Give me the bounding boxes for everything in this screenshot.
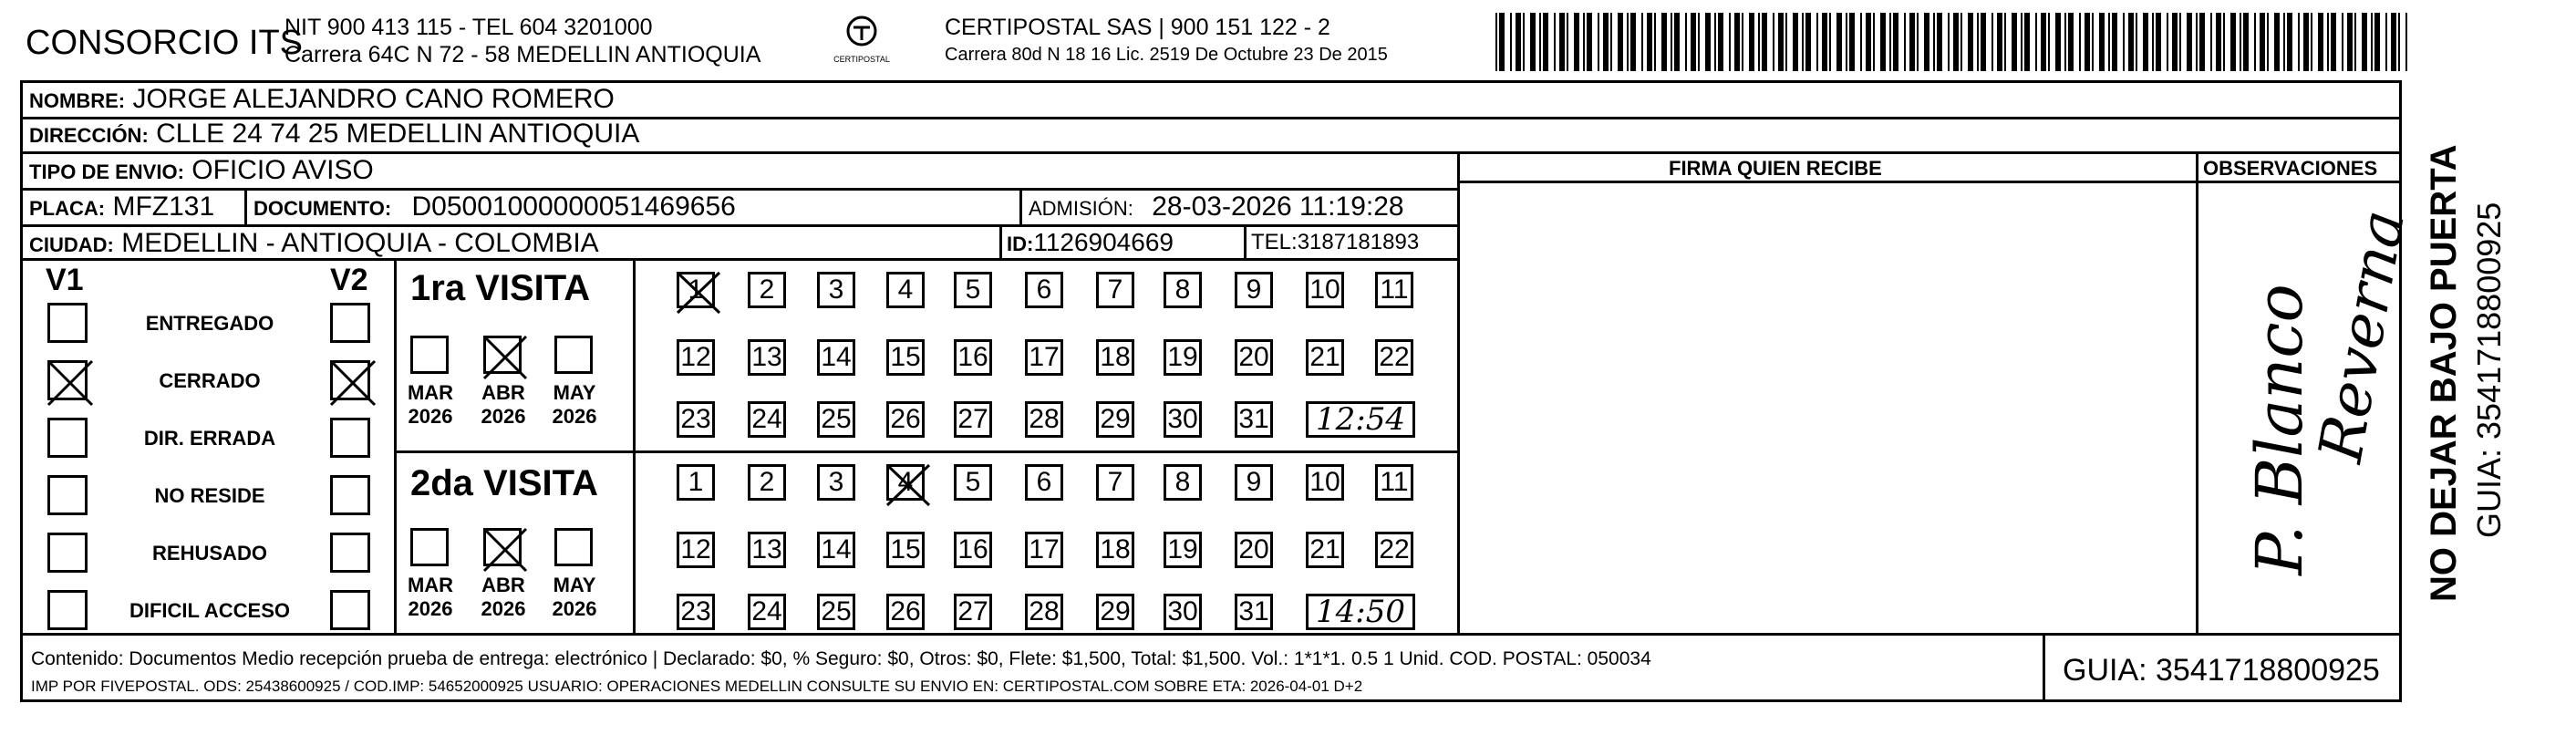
city-value: MEDELLIN - ANTIOQUIA - COLOMBIA	[121, 228, 599, 258]
barcode-bar	[2068, 13, 2074, 71]
visit-day-cell[interactable]: 19	[1164, 532, 1202, 568]
visit-month-label: MAR	[407, 574, 454, 596]
barcode-bar	[1836, 13, 1842, 71]
barcode-bar	[1785, 13, 1787, 71]
visit-day-cell[interactable]: 30	[1164, 594, 1202, 630]
barcode-bar	[1729, 13, 1731, 71]
id-row	[1007, 230, 1174, 255]
tel-label: TEL:	[1251, 230, 1298, 254]
barcode-bar	[1802, 13, 1804, 71]
visit-day-cell[interactable]: 2	[748, 272, 786, 308]
check-mark-icon	[482, 335, 528, 380]
barcode-bar	[2254, 13, 2256, 71]
barcode-bar	[2179, 13, 2181, 71]
barcode-bar	[1685, 13, 1687, 71]
visit-day-cell[interactable]: 13	[748, 339, 786, 376]
barcode-bar	[2136, 13, 2137, 71]
plate-row	[29, 193, 214, 221]
company-nit: NIT 900 413 115 - TEL 604 3201000	[284, 15, 653, 40]
barcode-bar	[1610, 13, 1612, 71]
visit-day-cell[interactable]: 31	[1235, 401, 1273, 438]
barcode-bar	[2112, 13, 2117, 71]
certipostal-logo-icon	[821, 13, 903, 67]
visit-time-box[interactable]	[1306, 594, 1415, 630]
visit-1-title: 1ra VISITA	[410, 268, 591, 308]
status-v1-checkbox[interactable]	[47, 533, 88, 573]
address-label: DIRECCIÓN:	[29, 124, 149, 147]
visit-month-checkbox[interactable]	[410, 336, 449, 374]
barcode-bar	[2123, 13, 2125, 71]
visit-day-cell[interactable]: 17	[1025, 532, 1063, 568]
barcode-bar	[1671, 13, 1672, 71]
type-row	[29, 157, 374, 184]
barcode-bar	[1495, 13, 1497, 71]
barcode-bar	[1510, 13, 1512, 71]
admission-label: ADMISIÓN:	[1029, 197, 1133, 220]
status-v1-checkbox[interactable]	[47, 360, 88, 400]
visit-day-cell[interactable]: 11	[1375, 464, 1413, 501]
barcode-bar	[1968, 13, 1973, 71]
status-v1-checkbox[interactable]	[47, 418, 88, 458]
barcode-bar	[1893, 13, 1898, 71]
barcode-bar	[1530, 13, 1536, 71]
visit-day-cell[interactable]: 1	[677, 272, 715, 308]
barcode-bar	[2223, 13, 2225, 71]
admission-value: 28-03-2026 11:19:28	[1152, 192, 1404, 222]
visit-month-checkbox[interactable]	[483, 336, 522, 374]
barcode-bar	[1603, 13, 1609, 71]
barcode-bar	[2099, 13, 2105, 71]
barcode-bar	[2398, 13, 2400, 71]
city-label: CIUDAD:	[29, 233, 114, 256]
barcode-bar	[1948, 13, 1950, 71]
visit-month-checkbox[interactable]	[554, 336, 593, 374]
status-v2-checkbox[interactable]	[330, 533, 370, 573]
barcode-bar	[1917, 13, 1919, 71]
barcode-bar	[2260, 13, 2265, 71]
barcode-bar	[1499, 13, 1505, 71]
barcode-bar	[1539, 13, 1541, 71]
visit-month-checkbox[interactable]	[554, 528, 593, 566]
barcode-bar	[2303, 13, 2309, 71]
barcode-bar	[2210, 13, 2212, 71]
address-row	[29, 120, 639, 148]
id-label: ID:	[1007, 233, 1034, 255]
side-guide: GUIA: 3541718800925	[2470, 202, 2508, 538]
city-row	[29, 230, 599, 257]
logo-text: CERTIPOSTAL	[833, 55, 890, 64]
barcode-bar	[1698, 13, 1700, 71]
visit-day-cell[interactable]: 7	[1096, 464, 1134, 501]
document-label: DOCUMENTO:	[253, 197, 392, 220]
observations-handwriting-1: P. Blanco	[2242, 284, 2317, 575]
barcode-bar	[1889, 13, 1891, 71]
courier-line: CERTIPOSTAL SAS | 900 151 122 - 2	[945, 15, 1330, 40]
visit-month-checkbox[interactable]	[483, 528, 522, 566]
company-name: CONSORCIO ITS	[26, 24, 304, 62]
footer-content: Contenido: Documentos Medio recepción prueba de entrega: electrónico | Declarado: $0, % Seguro: $0, Otros: $0, Flete: $1,500, Total: $1,500. Vol.: 1*1*1. 0.5 1 Unid. COD. POSTAL: 050034	[31, 648, 1651, 669]
barcode-bar	[1718, 13, 1723, 71]
status-label: CERRADO	[159, 369, 261, 392]
barcode-bar	[2108, 13, 2110, 71]
visit-day-cell[interactable]: 4	[886, 464, 925, 501]
barcode-bar	[1909, 13, 1915, 71]
barcode-bar	[1587, 13, 1592, 71]
barcode-bar	[1661, 13, 1667, 71]
visit-day-cell[interactable]: 20	[1235, 532, 1273, 568]
barcode-bar	[2035, 13, 2037, 71]
barcode-bar	[1749, 13, 1754, 71]
visit-day-cell[interactable]: 3	[817, 272, 855, 308]
barcode-bar	[2287, 13, 2292, 71]
barcode-bar	[2347, 13, 2353, 71]
barcode-bar	[2283, 13, 2285, 71]
barcode-bar	[2240, 13, 2241, 71]
visit-day-cell[interactable]: 31	[1235, 594, 1273, 630]
visit-year-label: 2026	[481, 405, 526, 428]
barcode-bar	[2199, 13, 2205, 71]
visit-year-label: 2026	[481, 597, 526, 620]
visit-year-label: 2026	[552, 405, 597, 428]
visit-time-box[interactable]	[1306, 401, 1415, 438]
barcode-bar	[2230, 13, 2236, 71]
barcode-bar	[2342, 13, 2343, 71]
barcode-bar	[1793, 13, 1798, 71]
visit-day-cell[interactable]: 3	[817, 464, 855, 501]
barcode-bar	[1960, 13, 1962, 71]
barcode-bar	[1554, 13, 1556, 71]
barcode-bar	[2267, 13, 2269, 71]
visit-day-cell[interactable]: 1	[677, 464, 715, 501]
visit-day-cell[interactable]: 20	[1235, 339, 1273, 376]
check-mark-icon	[885, 463, 931, 507]
visit-day-cell[interactable]: 27	[954, 401, 992, 438]
barcode-bar	[2167, 13, 2168, 71]
barcode-bar	[2298, 13, 2300, 71]
barcode-bar	[1630, 13, 1636, 71]
barcode-bar	[2012, 13, 2017, 71]
visit-month-label: ABR	[481, 381, 525, 404]
visit-day-cell[interactable]: 16	[954, 532, 992, 568]
barcode-bar	[2041, 13, 2046, 71]
signature-area	[1460, 183, 2195, 632]
visit-day-cell[interactable]: 26	[886, 401, 925, 438]
status-v1-checkbox[interactable]	[47, 303, 88, 343]
plate-label: PLACA:	[29, 197, 106, 220]
barcode-bar	[2055, 13, 2061, 71]
status-label: NO RESIDE	[154, 484, 265, 507]
certipostal-logo	[821, 13, 903, 67]
barcode-bar	[2004, 13, 2006, 71]
barcode-bar	[2318, 13, 2323, 71]
barcode-bar	[1880, 13, 1886, 71]
barcode-bar	[1977, 13, 1979, 71]
barcode-bar	[2187, 13, 2192, 71]
barcode-bar	[2354, 13, 2356, 71]
barcode-bar	[2362, 13, 2367, 71]
v2-label: V2	[330, 263, 368, 297]
barcode-bar	[1598, 13, 1599, 71]
barcode-bar	[1742, 13, 1743, 71]
status-v2-checkbox[interactable]	[330, 418, 370, 458]
barcode-bar	[1567, 13, 1568, 71]
visit-day-cell[interactable]: 30	[1164, 401, 1202, 438]
barcode-bar	[1991, 13, 1993, 71]
barcode-bar	[2156, 13, 2161, 71]
barcode-bar	[2274, 13, 2280, 71]
visit-day-cell[interactable]: 10	[1306, 464, 1344, 501]
barcode-bar	[1762, 13, 1767, 71]
barcode-bar	[2024, 13, 2030, 71]
visit-year-label: 2026	[408, 405, 453, 428]
company-address: Carrera 64C N 72 - 58 MEDELLIN ANTIOQUIA	[284, 42, 761, 67]
barcode-bar	[1641, 13, 1643, 71]
visit-day-cell[interactable]: 9	[1235, 272, 1273, 308]
visit-day-cell[interactable]: 28	[1025, 401, 1063, 438]
type-label: TIPO DE ENVIO:	[29, 160, 184, 183]
status-label: DIR. ERRADA	[143, 427, 276, 450]
barcode-bar	[2311, 13, 2312, 71]
footer-guide: GUIA: 3541718800925	[2063, 653, 2380, 688]
visit-day-cell[interactable]: 12	[677, 532, 715, 568]
barcode-bar	[1933, 13, 1935, 71]
barcode-bar	[1822, 13, 1827, 71]
barcode-bar	[1559, 13, 1565, 71]
visit-day-cell[interactable]: 23	[677, 594, 715, 630]
barcode-bar	[1516, 13, 1521, 71]
barcode-bar	[2371, 13, 2373, 71]
barcode-bar	[1816, 13, 1818, 71]
barcode-bar	[1583, 13, 1585, 71]
tel-value: 3187181893	[1297, 230, 1420, 254]
visit-day-cell[interactable]: 24	[748, 594, 786, 630]
visit-day-cell[interactable]: 17	[1025, 339, 1063, 376]
visit-day-cell[interactable]: 27	[954, 594, 992, 630]
status-v1-checkbox[interactable]	[47, 475, 88, 515]
v1-label: V1	[46, 263, 84, 297]
barcode-bar	[1904, 13, 1906, 71]
visit-day-cell[interactable]: 19	[1164, 339, 1202, 376]
visit-day-cell[interactable]: 5	[954, 464, 992, 501]
barcode-bar	[1866, 13, 1871, 71]
barcode-bar	[1846, 13, 1847, 71]
status-label: REHUSADO	[152, 542, 267, 564]
barcode-bar	[1647, 13, 1652, 71]
admission-row	[1029, 193, 1404, 221]
barcode-bar	[1873, 13, 1875, 71]
barcode-bar	[2064, 13, 2066, 71]
barcode-bar	[2196, 13, 2198, 71]
name-row	[29, 86, 615, 113]
visit-day-cell[interactable]: 25	[817, 594, 855, 630]
visit-day-cell[interactable]: 10	[1306, 272, 1344, 308]
barcode-bar	[1574, 13, 1579, 71]
barcode-bar	[1627, 13, 1629, 71]
id-value: 1126904669	[1033, 228, 1174, 256]
barcode-bar	[1805, 13, 1811, 71]
visit-day-cell[interactable]: 15	[886, 339, 925, 376]
shipment-type: OFICIO AVISO	[191, 155, 374, 185]
visit-day-cell[interactable]: 2	[748, 464, 786, 501]
visit-day-cell[interactable]: 22	[1375, 339, 1413, 376]
barcode-bar	[1860, 13, 1862, 71]
visit-day-cell[interactable]: 6	[1025, 272, 1063, 308]
barcode-bar	[1618, 13, 1623, 71]
visit-day-cell[interactable]: 24	[748, 401, 786, 438]
visit-day-cell[interactable]: 18	[1096, 339, 1134, 376]
visit-time-value: 12:54	[1316, 401, 1405, 438]
visit-day-cell[interactable]: 15	[886, 532, 925, 568]
observations-header: OBSERVACIONES	[2203, 157, 2378, 180]
visit-day-cell[interactable]: 21	[1306, 532, 1344, 568]
barcode	[1495, 13, 2407, 71]
barcode-bar	[1543, 13, 1548, 71]
barcode-bar	[1849, 13, 1855, 71]
barcode-bar	[2374, 13, 2380, 71]
barcode-bar	[2085, 13, 2090, 71]
barcode-bar	[2079, 13, 2081, 71]
barcode-bar	[1829, 13, 1831, 71]
barcode-bar	[1924, 13, 1929, 71]
visit-day-cell[interactable]: 18	[1096, 532, 1134, 568]
footer-print: IMP POR FIVEPOSTAL. ODS: 25438600925 / COD.IMP: 54652000925 USUARIO: OPERACIONES MEDELLIN CONSULTE SU ENVIO EN: CERTIPOSTAL.COM SOBRE ETA: 2026-04-01 D+2	[31, 678, 1363, 695]
barcode-bar	[2152, 13, 2154, 71]
barcode-bar	[1674, 13, 1680, 71]
visit-day-cell[interactable]: 8	[1164, 464, 1202, 501]
visit-day-cell[interactable]: 16	[954, 339, 992, 376]
visit-day-cell[interactable]: 26	[886, 594, 925, 630]
visit-day-cell[interactable]: 14	[817, 532, 855, 568]
name-label: NOMBRE:	[29, 89, 126, 112]
side-warning: NO DEJAR BAJO PUERTA	[2424, 144, 2464, 602]
courier-address: Carrera 80d N 18 16 Lic. 2519 De Octubre 23 De 2015	[945, 45, 1388, 65]
visit-day-cell[interactable]: 11	[1375, 272, 1413, 308]
barcode-bar	[1714, 13, 1716, 71]
status-label: ENTREGADO	[145, 312, 274, 335]
barcode-bar	[1981, 13, 1986, 71]
status-v2-checkbox[interactable]	[330, 475, 370, 515]
barcode-bar	[2216, 13, 2221, 71]
visit-day-cell[interactable]: 29	[1096, 594, 1134, 630]
visit-day-cell[interactable]: 23	[677, 401, 715, 438]
barcode-bar	[1937, 13, 1942, 71]
document-value: D05001000000051469656	[411, 192, 736, 222]
barcode-bar	[2143, 13, 2148, 71]
visit-day-cell[interactable]: 6	[1025, 464, 1063, 501]
recipient-name: JORGE ALEJANDRO CANO ROMERO	[132, 84, 615, 114]
barcode-bar	[2048, 13, 2050, 71]
tel-row	[1251, 232, 1419, 254]
visit-day-cell[interactable]: 22	[1375, 532, 1413, 568]
check-mark-icon	[676, 271, 721, 315]
visit-day-cell[interactable]: 8	[1164, 272, 1202, 308]
document-row	[253, 193, 736, 221]
barcode-bar	[1523, 13, 1525, 71]
visit-day-cell[interactable]: 5	[954, 272, 992, 308]
status-v2-checkbox[interactable]	[330, 590, 370, 630]
barcode-bar	[1773, 13, 1774, 71]
visit-month-label: MAR	[407, 381, 454, 404]
visit-time-value: 14:50	[1316, 594, 1405, 630]
visit-day-cell[interactable]: 9	[1235, 464, 1273, 501]
visit-year-label: 2026	[408, 597, 453, 620]
visit-day-cell[interactable]: 4	[886, 272, 925, 308]
status-v2-checkbox[interactable]	[330, 360, 370, 400]
barcode-bar	[2385, 13, 2387, 71]
recipient-address: CLLE 24 74 25 MEDELLIN ANTIOQUIA	[156, 119, 640, 149]
status-v2-checkbox[interactable]	[330, 303, 370, 343]
barcode-bar	[2172, 13, 2178, 71]
observations-handwriting-2: Reverna	[2304, 204, 2419, 468]
barcode-bar	[2331, 13, 2336, 71]
visit-day-cell[interactable]: 14	[817, 339, 855, 376]
barcode-bar	[2391, 13, 2396, 71]
visit-2-title: 2da VISITA	[410, 463, 598, 503]
barcode-bar	[2128, 13, 2134, 71]
barcode-bar	[2021, 13, 2023, 71]
visit-day-cell[interactable]: 7	[1096, 272, 1134, 308]
visit-day-cell[interactable]: 28	[1025, 594, 1063, 630]
barcode-bar	[1705, 13, 1711, 71]
barcode-bar	[1997, 13, 2002, 71]
status-label: DIFICIL ACCESO	[129, 599, 290, 622]
visit-day-cell[interactable]: 21	[1306, 339, 1344, 376]
barcode-bar	[1691, 13, 1696, 71]
visit-day-cell[interactable]: 29	[1096, 401, 1134, 438]
barcode-bar	[2243, 13, 2249, 71]
barcode-bar	[2092, 13, 2094, 71]
barcode-bar	[1734, 13, 1740, 71]
plate-value: MFZ131	[112, 192, 215, 222]
barcode-bar	[1778, 13, 1784, 71]
barcode-bar	[1654, 13, 1656, 71]
barcode-bar	[1758, 13, 1760, 71]
status-v1-checkbox[interactable]	[47, 590, 88, 630]
visit-day-cell[interactable]: 13	[748, 532, 786, 568]
check-mark-icon	[482, 527, 528, 573]
barcode-bar	[1953, 13, 1959, 71]
visit-day-cell[interactable]: 25	[817, 401, 855, 438]
barcode-bar	[2405, 13, 2407, 71]
barcode-bar	[2327, 13, 2329, 71]
visit-day-cell[interactable]: 12	[677, 339, 715, 376]
visit-month-label: MAY	[553, 574, 596, 596]
visit-month-label: ABR	[481, 574, 525, 596]
visit-month-label: MAY	[553, 381, 596, 404]
visit-month-checkbox[interactable]	[410, 528, 449, 566]
signature-header: FIRMA QUIEN RECIBE	[1669, 157, 1882, 180]
visit-year-label: 2026	[552, 597, 597, 620]
check-mark-icon	[329, 359, 377, 407]
